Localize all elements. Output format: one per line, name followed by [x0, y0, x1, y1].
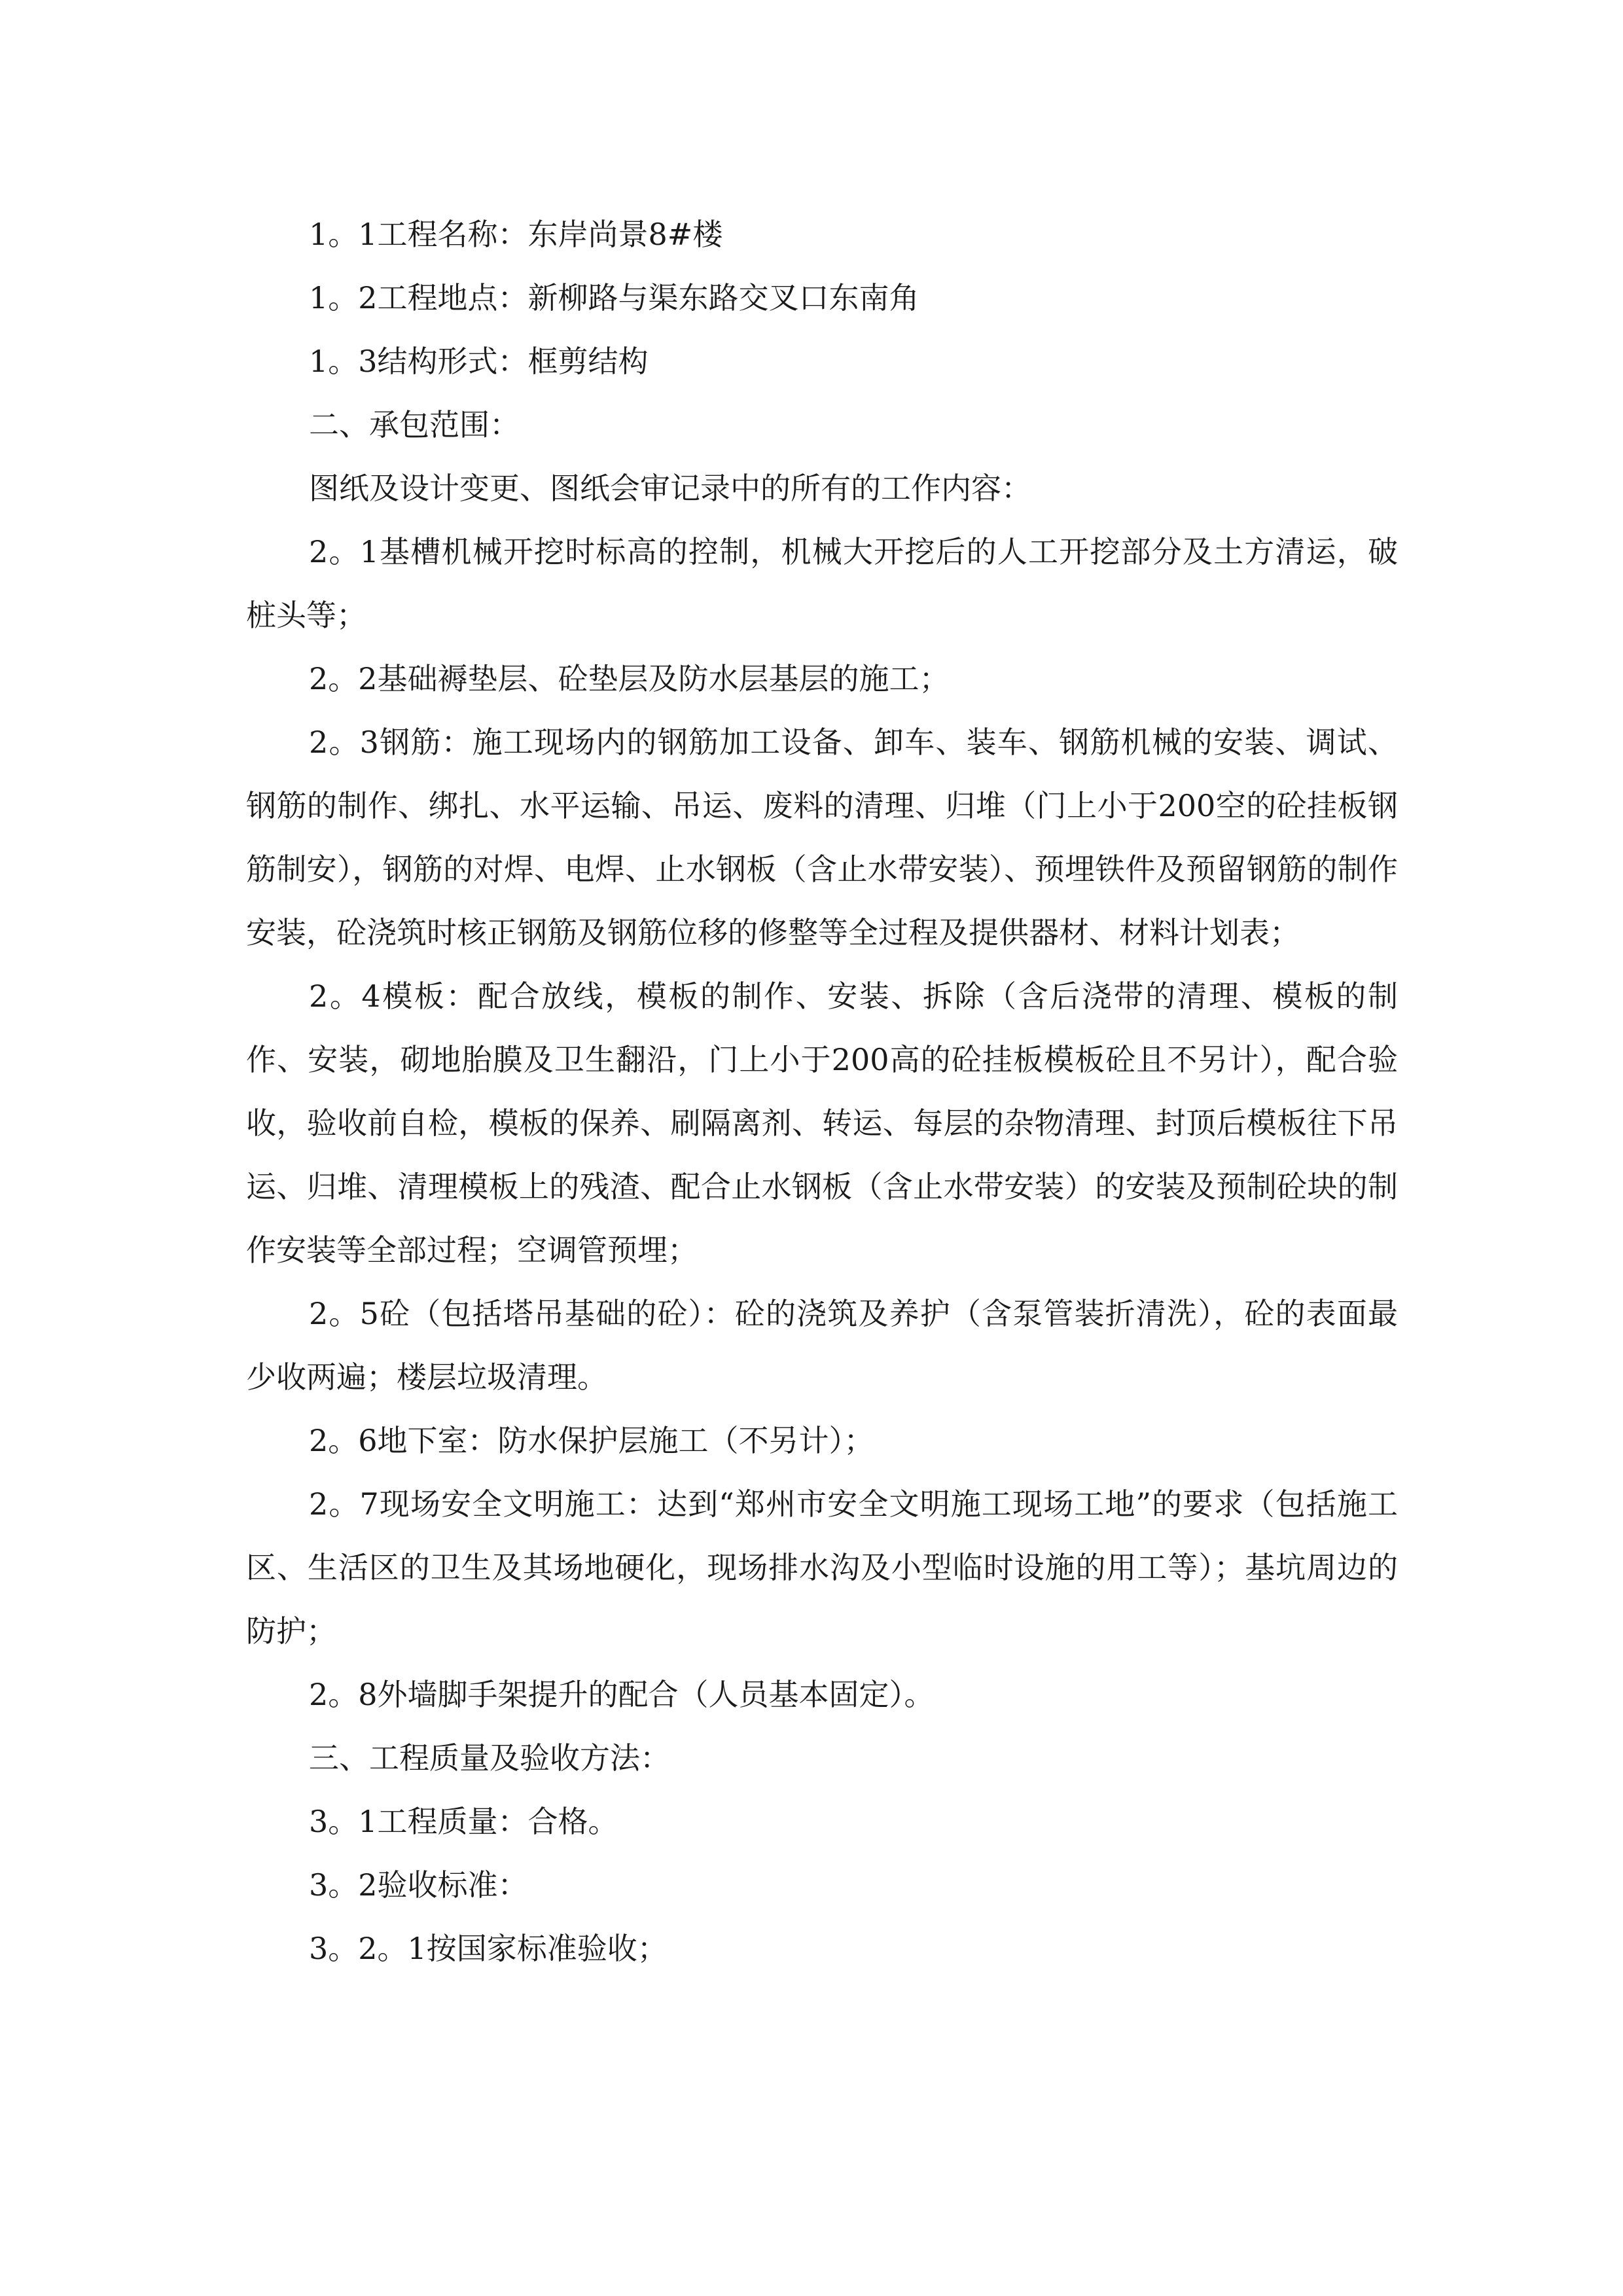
- section-heading-quality: 三、工程质量及验收方法：: [309, 1740, 670, 1776]
- quality-item-3-2-1: 3。2。1按国家标准验收；: [309, 1931, 668, 1966]
- scope-item-2-6: 2。6地下室：防水保护层施工（不另计）；: [309, 1423, 874, 1458]
- structure-type-line: 1。3结构形式：框剪结构: [309, 344, 649, 379]
- document-body: [246, 203, 1398, 1981]
- quality-item-3-2: 3。2验收标准：: [309, 1867, 528, 1903]
- scope-item-2-7: 2。7现场安全文明施工：达到“郑州市安全文明施工现场工地”的要求（包括施工区、生活区的卫生及其场地硬化，现场排水沟及小型临时设施的用工等）；基坑周边的防护；: [246, 1486, 1398, 1649]
- scope-item-2-5: 2。5砼（包括塔吊基础的砼）：砼的浇筑及养护（含泵管装折清洗），砼的表面最少收两遍；楼层垃圾清理。: [246, 1296, 1398, 1395]
- scope-item-2-3: 2。3钢筋：施工现场内的钢筋加工设备、卸车、装车、钢筋机械的安装、调试、钢筋的制作、绑扎、水平运输、吊运、废料的清理、归堆（门上小于200空的砼挂板钢筋制安），钢筋的对焊、电焊、止水钢板（含止水带安装）、预埋铁件及预留钢筋的制作安装，砼浇筑时核正钢筋及钢筋位移的修整等全过程及提供器材、材料计划表；: [246, 725, 1398, 950]
- scope-item-2-8: 2。8外墙脚手架提升的配合（人员基本固定）。: [309, 1677, 935, 1712]
- quality-item-3-1: 3。1工程质量：合格。: [309, 1804, 618, 1839]
- project-name-line: 1。1工程名称：东岸尚景8#楼: [309, 217, 723, 252]
- project-location-line: 1。2工程地点：新柳路与渠东路交叉口东南角: [309, 280, 919, 315]
- scope-item-2-2: 2。2基础褥垫层、砼垫层及防水层基层的施工；: [309, 661, 950, 696]
- scope-intro: 图纸及设计变更、图纸会审记录中的所有的工作内容：: [309, 471, 1031, 506]
- section-heading-scope: 二、承包范围：: [309, 407, 520, 442]
- scope-item-2-1: 2。1基槽机械开挖时标高的控制，机械大开挖后的人工开挖部分及土方清运，破桩头等；: [246, 534, 1398, 633]
- scope-item-2-4: 2。4模板：配合放线，模板的制作、安装、拆除（含后浇带的清理、模板的制作、安装，砌地胎膜及卫生翻沿，门上小于200高的砼挂板模板砼且不另计），配合验收，验收前自检，模板的保养、刷隔离剂、转运、每层的杂物清理、封顶后模板往下吊运、归堆、清理模板上的残渣、配合止水钢板（含止水带安装）的安装及预制砼块的制作安装等全部过程；空调管预埋；: [246, 978, 1398, 1268]
